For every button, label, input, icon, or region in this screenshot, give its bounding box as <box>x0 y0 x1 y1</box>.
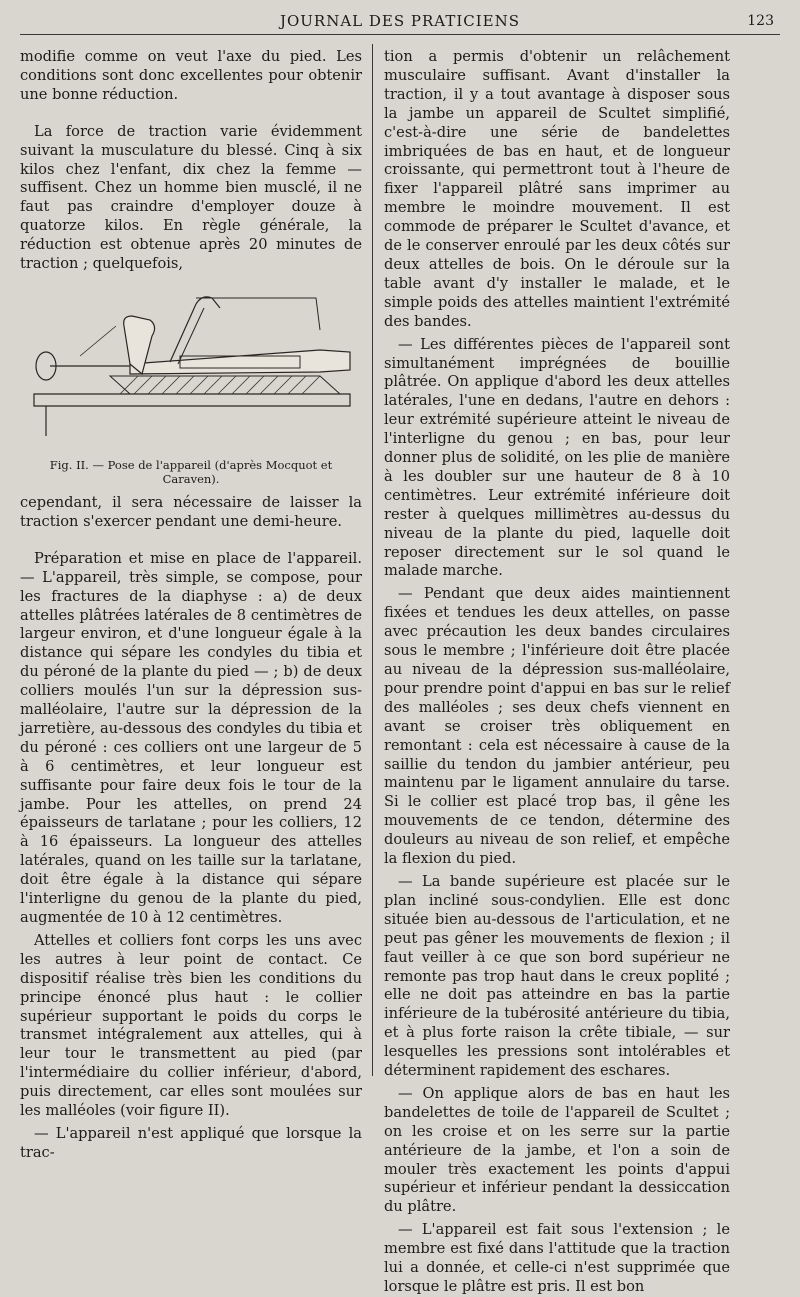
journal-title: JOURNAL DES PRATICIENS <box>279 12 521 30</box>
paragraph: — La bande supérieure est placée sur le plan incliné sous-condylien. Elle est donc située bien au-dessous de l'articulation, et ne peut pas gêner les mouvements de flexion ; il faut veiller à ce que son bord supérieur ne remonte pas trop haut dans le creux poplité ; elle ne doit pas atteindre en bas la partie inférieure de la tubérosité antérieure du tibia, et à plus forte raison la crête tibiale, — sur lesquelles les pressions sont intolérables et déterminent rapidement des eschares. <box>384 872 730 1080</box>
paragraph: — L'appareil n'est appliqué que lorsque la trac- <box>20 1124 362 1161</box>
paragraph: — L'appareil est fait sous l'extension ; le membre est fixé dans l'attitude que la traction lui a donnée, et celle-ci n'est supprimée que lorsque le plâtre est pris. Il est bon <box>384 1221 730 1295</box>
paragraph: tion a permis d'obtenir un relâchement musculaire suffisant. Avant d'installer la traction, il y a tout avantage à disposer sous la jambe un appareil de Scultet simplifié, c'est-à-dire une série de bandelettes imbriquées de bas en haut, et de longueur croissante, qui permettront tout à l'heure de fixer l'appareil plâtré sans imprimer au membre le moindre mouvement. Il est commode de préparer le Scultet d'avance, et de le conserver enroulé par les deux côtés sur deux attelles de bois. On le déroule sur la table avant d'y installer le malade, et le simple poids des attelles maintient l'extrémité des bandes. <box>384 48 730 330</box>
figure-2 <box>20 286 362 486</box>
paragraph: La force de traction varie évidemment suivant la musculature du blessé. Cinq à six kilos chez l'enfant, dix chez la femme — suffisent. Chez un homme bien musclé, il ne faut pas craindre d'employer douze à quatorze kilos. En règle générale, la réduction est obtenue après 20 minutes de traction ; quelquefois, <box>20 122 362 273</box>
page-number: 123 <box>747 13 774 29</box>
leg-traction-illustration <box>20 286 362 454</box>
running-header <box>20 8 780 35</box>
paragraph: modifie comme on veut l'axe du pied. Les conditions sont donc excellentes pour obtenir une bonne réduction. <box>20 48 362 103</box>
paragraph: Préparation et mise en place de l'appareil. — L'appareil, très simple, se compose, pour les fractures de la diaphyse : a) de deux attelles plâtrées latérales de 8 centimètres de largeur environ, et d'une longueur égale à la distance qui sépare les condyles du tibia et du péroné de la plante du pied — ; b) de deux colliers moulés l'un sur la dépression sus-malléolaire, l'autre sur la dépression de la jarretière, au-dessous des condyles du tibia et du péroné : ces colliers ont une largeur de 5 à 6 centimètres, et leur longueur est suffisante pour faire deux fois le tour de la jambe. Pour les attelles, on prend 24 épaisseurs de tarlatane ; pour les colliers, 12 à 16 épaisseurs. La longueur des attelles latérales, quand on les taille sur la tarlatane, doit être égale à la distance qui sépare l'interligne du genou de la plante du pied, augmentée de 10 à 12 centimètres. <box>20 549 362 926</box>
paragraph: — Pendant que deux aides maintiennent fixées et tendues les deux attelles, on passe avec précaution les deux bandes circulaires sous le membre ; l'inférieure doit être placée au niveau de la dépression sus-malléolaire, pour prendre point d'appui en bas sur le relief des malléoles ; ses deux chefs viennent en avant se croiser très obliquement en remontant : cela est nécessaire à cause de la saillie du tendon du jambier antérieur, peu maintenu par le ligament annulaire du tarse. Si le collier est placé trop bas, il gêne les mouvements de ce tendon, détermine des douleurs au niveau de son relief, et empêche la flexion du pied. <box>384 585 730 868</box>
paragraph: — On applique alors de bas en haut les bandelettes de toile de l'appareil de Scultet ; on les croise et on les serre sur la partie antérieure de la jambe, et l'on a soin de mouler très exactement les points d'appui supérieur et inférieur pendant la dessiccation du plâtre. <box>384 1084 730 1216</box>
paragraph: — Les différentes pièces de l'appareil sont simultanément imprégnées de bouillie plâtrée. On applique d'abord les deux attelles latérales, l'une en dedans, l'autre en dehors : leur extrémité supérieure atteint le niveau de l'interligne du genou ; en bas, pour leur donner plus de solidité, on les plie de manière à les doubler sur une hauteur de 8 à 10 centimètres. Leur extrémité inférieure doit rester à quelques millimètres au-dessus du niveau de la plante du pied, laquelle doit reposer directement sur le sol quand le malade marche. <box>384 335 730 580</box>
paragraph: cependant, il sera nécessaire de laisser la traction s'exercer pendant une demi-heure. <box>20 493 362 530</box>
column-rule <box>372 44 373 1076</box>
left-column <box>20 48 362 1161</box>
right-column <box>384 48 730 1295</box>
paragraph: Attelles et colliers font corps les uns avec les autres à leur point de contact. Ce dispositif réalise très bien les conditions du principe énoncé plus haut : le collier supérieur supportant le poids du corps le transmet intégralement aux attelles, qui à leur tour le transmettent au pied (par l'intermédiaire du collier inférieur, d'abord, puis directement, car elles sont moulées sur les malléoles (voir figure II). <box>20 931 362 1120</box>
figure-caption: Fig. II. — Pose de l'appareil (d'après Mocquot et Caraven). <box>49 457 333 486</box>
